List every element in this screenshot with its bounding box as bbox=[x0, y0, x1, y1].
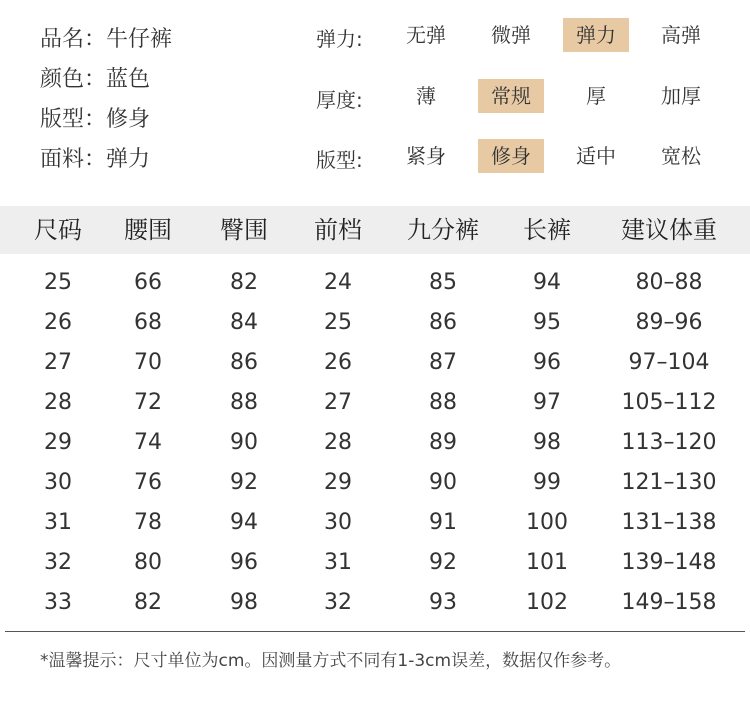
table-cell: 92 bbox=[429, 550, 457, 575]
product-info-row bbox=[40, 102, 150, 133]
table-cell: 25 bbox=[324, 310, 352, 335]
table-cell: 89 bbox=[429, 430, 457, 455]
table-cell: 113–120 bbox=[621, 430, 717, 455]
attribute-option: 常规 bbox=[478, 79, 544, 113]
table-cell: 86 bbox=[429, 310, 457, 335]
table-cell: 121–130 bbox=[621, 470, 717, 495]
attribute-option: 适中 bbox=[576, 144, 616, 168]
table-cell: 84 bbox=[230, 310, 258, 335]
table-cell: 101 bbox=[526, 550, 568, 575]
product-info-label: 颜色 bbox=[40, 67, 85, 92]
table-cell: 29 bbox=[44, 430, 72, 455]
table-cell: 70 bbox=[134, 350, 162, 375]
table-cell: 102 bbox=[526, 590, 568, 615]
divider bbox=[5, 631, 745, 632]
table-cell: 74 bbox=[134, 430, 162, 455]
colon: ： bbox=[84, 27, 107, 52]
table-cell: 25 bbox=[44, 270, 72, 295]
product-info-row bbox=[40, 142, 150, 173]
table-cell: 85 bbox=[429, 270, 457, 295]
table-cell: 31 bbox=[324, 550, 352, 575]
table-cell: 32 bbox=[44, 550, 72, 575]
table-cell: 87 bbox=[429, 350, 457, 375]
column-header: 九分裤 bbox=[407, 216, 479, 244]
attribute-label: 版型: bbox=[316, 148, 363, 172]
table-cell: 90 bbox=[429, 470, 457, 495]
product-info-value: 牛仔裤 bbox=[106, 27, 173, 52]
attribute-option: 微弹 bbox=[491, 23, 531, 47]
column-header: 臀围 bbox=[220, 216, 268, 244]
table-cell: 27 bbox=[324, 390, 352, 415]
product-info-label: 品名 bbox=[40, 27, 85, 52]
table-cell: 32 bbox=[324, 590, 352, 615]
table-cell: 105–112 bbox=[621, 390, 717, 415]
table-cell: 92 bbox=[230, 470, 258, 495]
table-cell: 76 bbox=[134, 470, 162, 495]
product-info-row bbox=[40, 22, 172, 53]
table-cell: 131–138 bbox=[621, 510, 717, 535]
table-cell: 28 bbox=[44, 390, 72, 415]
attribute-option: 薄 bbox=[416, 84, 436, 108]
table-cell: 88 bbox=[230, 390, 258, 415]
table-cell: 91 bbox=[429, 510, 457, 535]
colon: ： bbox=[84, 67, 107, 92]
table-cell: 33 bbox=[44, 590, 72, 615]
table-cell: 99 bbox=[533, 470, 561, 495]
product-info-value: 修身 bbox=[106, 107, 151, 132]
table-cell: 26 bbox=[324, 350, 352, 375]
size-table-header bbox=[0, 206, 750, 254]
table-cell: 94 bbox=[230, 510, 258, 535]
attribute-option: 弹力 bbox=[563, 18, 629, 52]
table-cell: 31 bbox=[44, 510, 72, 535]
table-cell: 139–148 bbox=[621, 550, 717, 575]
attribute-label: 弹力: bbox=[316, 27, 363, 51]
table-cell: 98 bbox=[533, 430, 561, 455]
table-cell: 98 bbox=[230, 590, 258, 615]
column-header: 尺码 bbox=[34, 216, 82, 244]
table-cell: 86 bbox=[230, 350, 258, 375]
table-cell: 27 bbox=[44, 350, 72, 375]
product-info-value: 弹力 bbox=[106, 147, 151, 172]
colon: ： bbox=[84, 107, 107, 132]
table-cell: 100 bbox=[526, 510, 568, 535]
attribute-option: 修身 bbox=[478, 139, 544, 173]
table-cell: 26 bbox=[44, 310, 72, 335]
table-cell: 30 bbox=[324, 510, 352, 535]
table-cell: 97 bbox=[533, 390, 561, 415]
attribute-option: 紧身 bbox=[406, 144, 446, 168]
attribute-label: 厚度: bbox=[316, 88, 363, 112]
column-header: 腰围 bbox=[124, 216, 172, 244]
attribute-option: 加厚 bbox=[661, 84, 701, 108]
product-info-row bbox=[40, 62, 150, 93]
attribute-option: 厚 bbox=[586, 84, 606, 108]
table-cell: 24 bbox=[324, 270, 352, 295]
table-cell: 80 bbox=[134, 550, 162, 575]
colon: ： bbox=[84, 147, 107, 172]
table-cell: 95 bbox=[533, 310, 561, 335]
table-cell: 78 bbox=[134, 510, 162, 535]
attribute-option: 高弹 bbox=[661, 23, 701, 47]
table-cell: 89–96 bbox=[635, 310, 703, 335]
table-cell: 82 bbox=[134, 590, 162, 615]
table-cell: 82 bbox=[230, 270, 258, 295]
table-cell: 97–104 bbox=[628, 350, 710, 375]
table-cell: 93 bbox=[429, 590, 457, 615]
table-cell: 66 bbox=[134, 270, 162, 295]
table-cell: 30 bbox=[44, 470, 72, 495]
table-cell: 88 bbox=[429, 390, 457, 415]
column-header: 前档 bbox=[314, 216, 362, 244]
attribute-option: 宽松 bbox=[661, 144, 701, 168]
product-info-value: 蓝色 bbox=[106, 67, 151, 92]
table-cell: 94 bbox=[533, 270, 561, 295]
table-cell: 68 bbox=[134, 310, 162, 335]
table-cell: 90 bbox=[230, 430, 258, 455]
measurement-note: *温馨提示：尺寸单位为cm。因测量方式不同有1-3cm误差，数据仅作参考。 bbox=[40, 651, 622, 671]
column-header: 建议体重 bbox=[621, 216, 717, 244]
table-cell: 72 bbox=[134, 390, 162, 415]
table-cell: 96 bbox=[533, 350, 561, 375]
table-cell: 80–88 bbox=[635, 270, 703, 295]
table-cell: 29 bbox=[324, 470, 352, 495]
table-cell: 149–158 bbox=[621, 590, 717, 615]
attribute-option: 无弹 bbox=[406, 23, 446, 47]
column-header: 长裤 bbox=[523, 216, 571, 244]
table-cell: 96 bbox=[230, 550, 258, 575]
table-cell: 28 bbox=[324, 430, 352, 455]
product-info-label: 面料 bbox=[40, 147, 85, 172]
product-info-label: 版型 bbox=[40, 107, 85, 132]
